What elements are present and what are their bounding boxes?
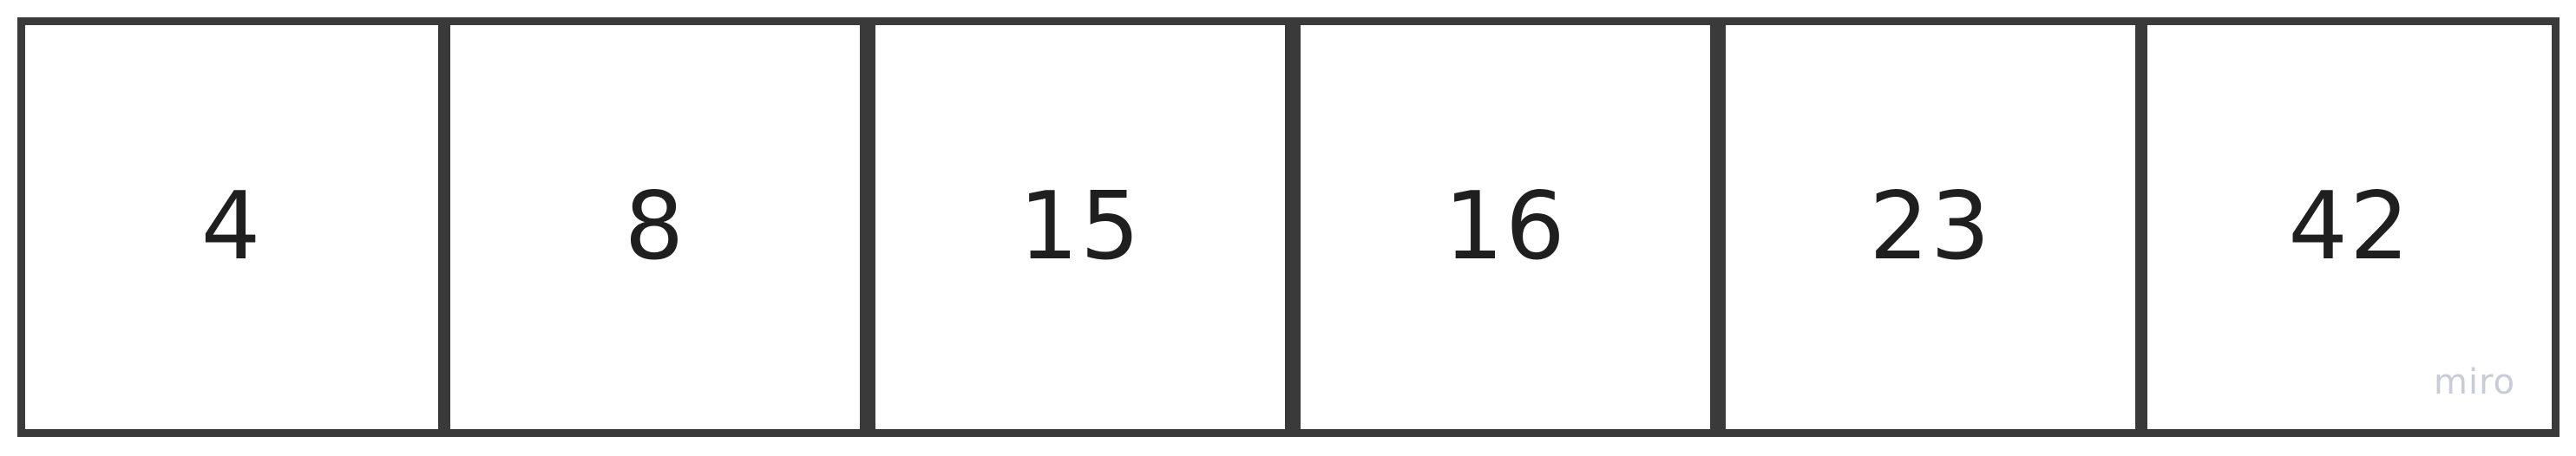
array-cell-0: [17, 17, 446, 437]
array-cell-3: [1293, 17, 1718, 437]
cell-value: 16: [1444, 173, 1567, 281]
cell-value: 4: [200, 173, 263, 281]
array-cell-1: [442, 17, 868, 437]
array-cell-2: [868, 17, 1293, 437]
cell-value: 23: [1869, 173, 1992, 281]
cell-value: 15: [1019, 173, 1142, 281]
miro-watermark: miro: [2434, 362, 2516, 402]
array-cell-4: [1718, 17, 2143, 437]
cell-value: 42: [2288, 173, 2411, 281]
cell-value: 8: [624, 173, 686, 281]
